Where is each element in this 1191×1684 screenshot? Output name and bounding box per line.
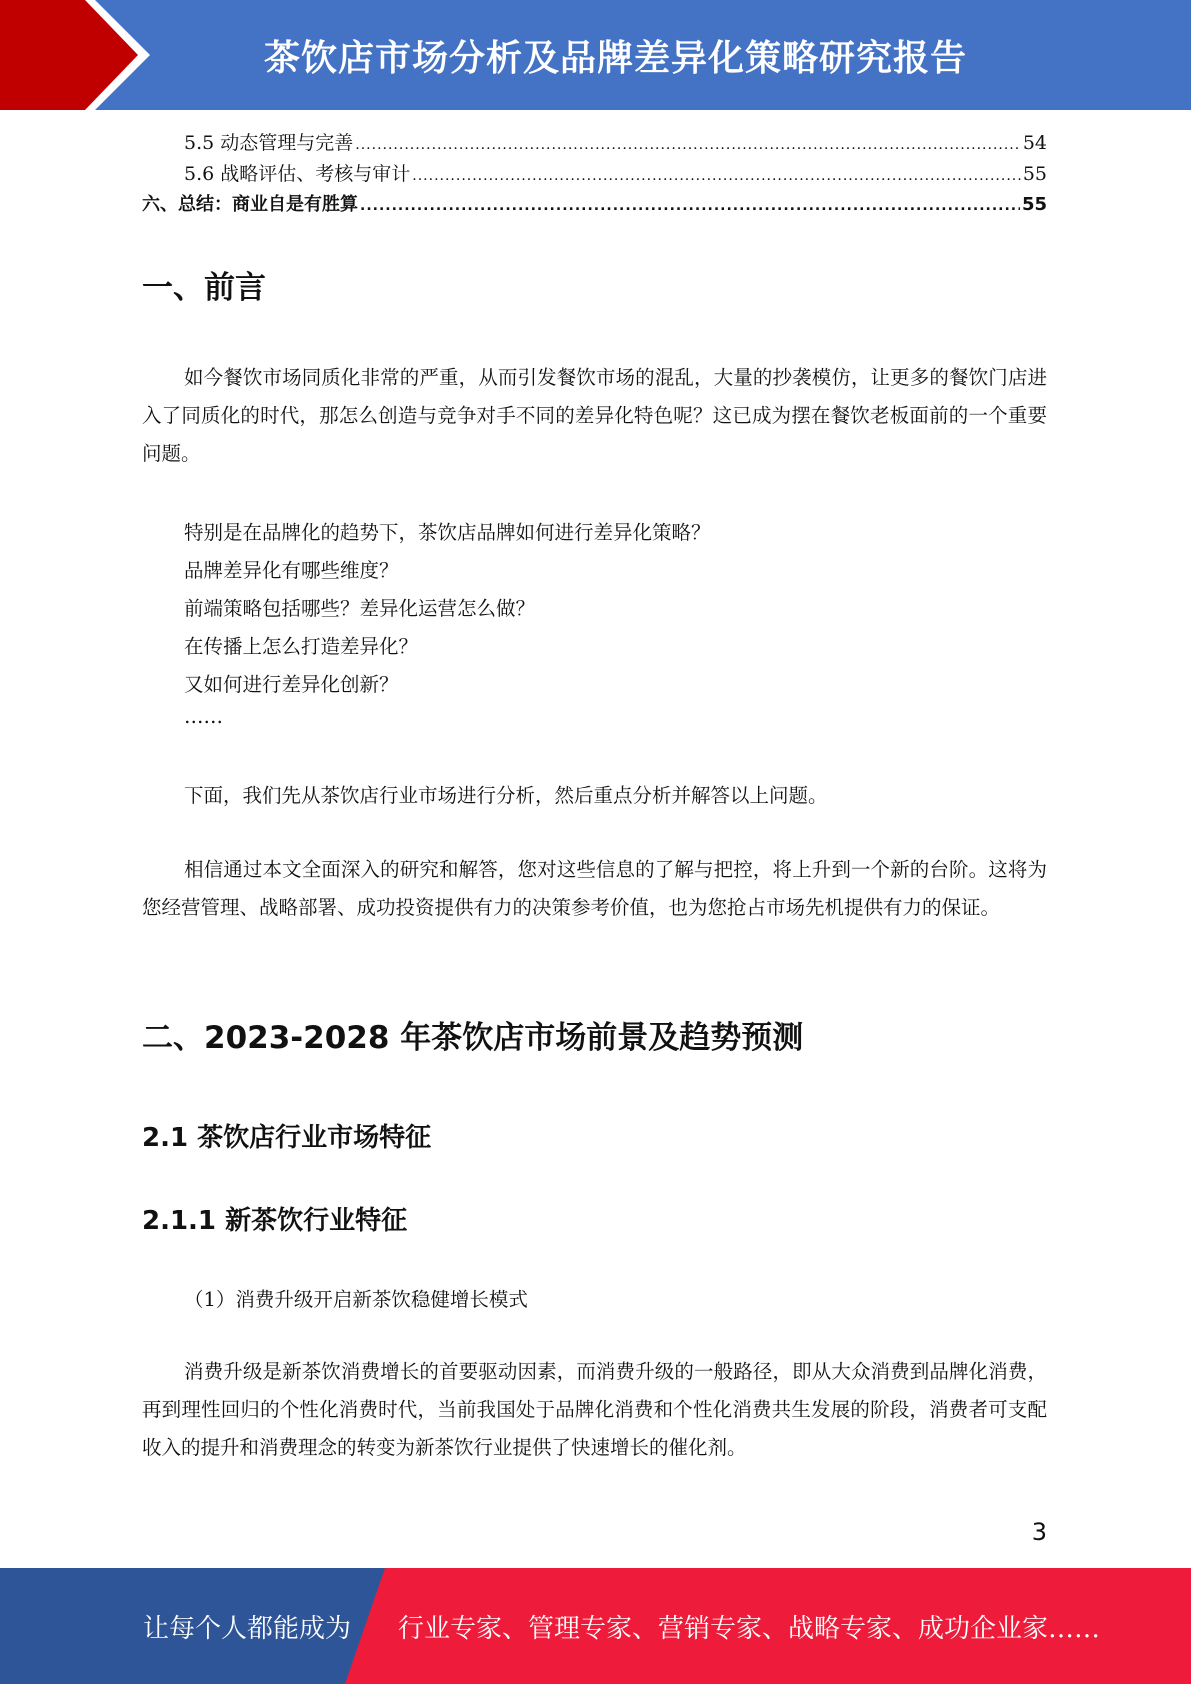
- table-of-contents: [142, 128, 1047, 221]
- subsection-heading: 2.1 茶饮店行业市场特征: [142, 1123, 432, 1153]
- paragraph: 消费升级是新茶饮消费增长的首要驱动因素，而消费升级的一般路径，即从大众消费到品牌化消费，再到理性回归的个性化消费时代，当前我国处于品牌化消费和个性化消费共生发展的阶段，消费者可支配收入的提升和消费理念的转变为新茶饮行业提供了快速增长的催化剂。: [142, 1360, 1047, 1459]
- toc-entry-page: 54: [1022, 132, 1047, 154]
- toc-leader-dots: [355, 137, 1021, 153]
- toc-entry-text: 5.5 动态管理与完善: [184, 132, 354, 154]
- toc-entry[interactable]: [142, 159, 1047, 190]
- list-item: （1）消费升级开启新茶饮稳健增长模式: [184, 1288, 528, 1311]
- header-arrow-decoration: [0, 0, 170, 110]
- header-title: 茶饮店市场分析及品牌差异化策略研究报告: [263, 37, 967, 79]
- section-heading-preface: 一、前言: [142, 270, 266, 306]
- toc-entry-text: 5.6 战略评估、考核与审计: [184, 163, 411, 185]
- footer-slogan-right: 行业专家、管理专家、营销专家、战略专家、成功企业家……: [398, 1613, 1101, 1644]
- page-footer: [0, 1568, 1191, 1684]
- toc-entry-page: 55: [1021, 194, 1047, 215]
- toc-entry[interactable]: [142, 190, 1047, 221]
- paragraph: 下面，我们先从茶饮店行业市场进行分析，然后重点分析并解答以上问题。: [184, 784, 828, 807]
- question-line: 特别是在品牌化的趋势下，茶饮店品牌如何进行差异化策略？: [184, 521, 711, 544]
- toc-entry-text: 六、总结：商业自是有胜算: [142, 194, 358, 215]
- section-heading-market-outlook: 二、2023-2028 年茶饮店市场前景及趋势预测: [142, 1020, 804, 1056]
- footer-slogan-left: 让每个人都能成为: [143, 1613, 352, 1644]
- toc-entry[interactable]: [142, 128, 1047, 159]
- paragraph: 相信通过本文全面深入的研究和解答，您对这些信息的了解与把控，将上升到一个新的台阶。这将为您经营管理、战略部署、成功投资提供有力的决策参考价值，也为您抢占市场先机提供有力的保证。: [142, 858, 1047, 919]
- question-line: 前端策略包括哪些？差异化运营怎么做？: [184, 597, 536, 620]
- toc-entry-page: 55: [1022, 163, 1047, 185]
- question-line: 又如何进行差异化创新？: [184, 673, 399, 696]
- toc-leader-dots: [412, 168, 1021, 184]
- page-number: 3: [1031, 1518, 1047, 1546]
- question-line: 在传播上怎么打造差异化？: [184, 635, 419, 658]
- question-line: 品牌差异化有哪些维度？: [184, 559, 399, 582]
- subsection-heading: 2.1.1 新茶饮行业特征: [142, 1206, 408, 1236]
- toc-leader-dots: [360, 198, 1020, 214]
- ellipsis-line: ……: [184, 705, 223, 728]
- paragraph: 如今餐饮市场同质化非常的严重，从而引发餐饮市场的混乱，大量的抄袭模仿，让更多的餐饮门店进入了同质化的时代，那怎么创造与竞争对手不同的差异化特色呢？这已成为摆在餐饮老板面前的一个重要问题。: [142, 366, 1047, 465]
- page-header: [0, 0, 1191, 110]
